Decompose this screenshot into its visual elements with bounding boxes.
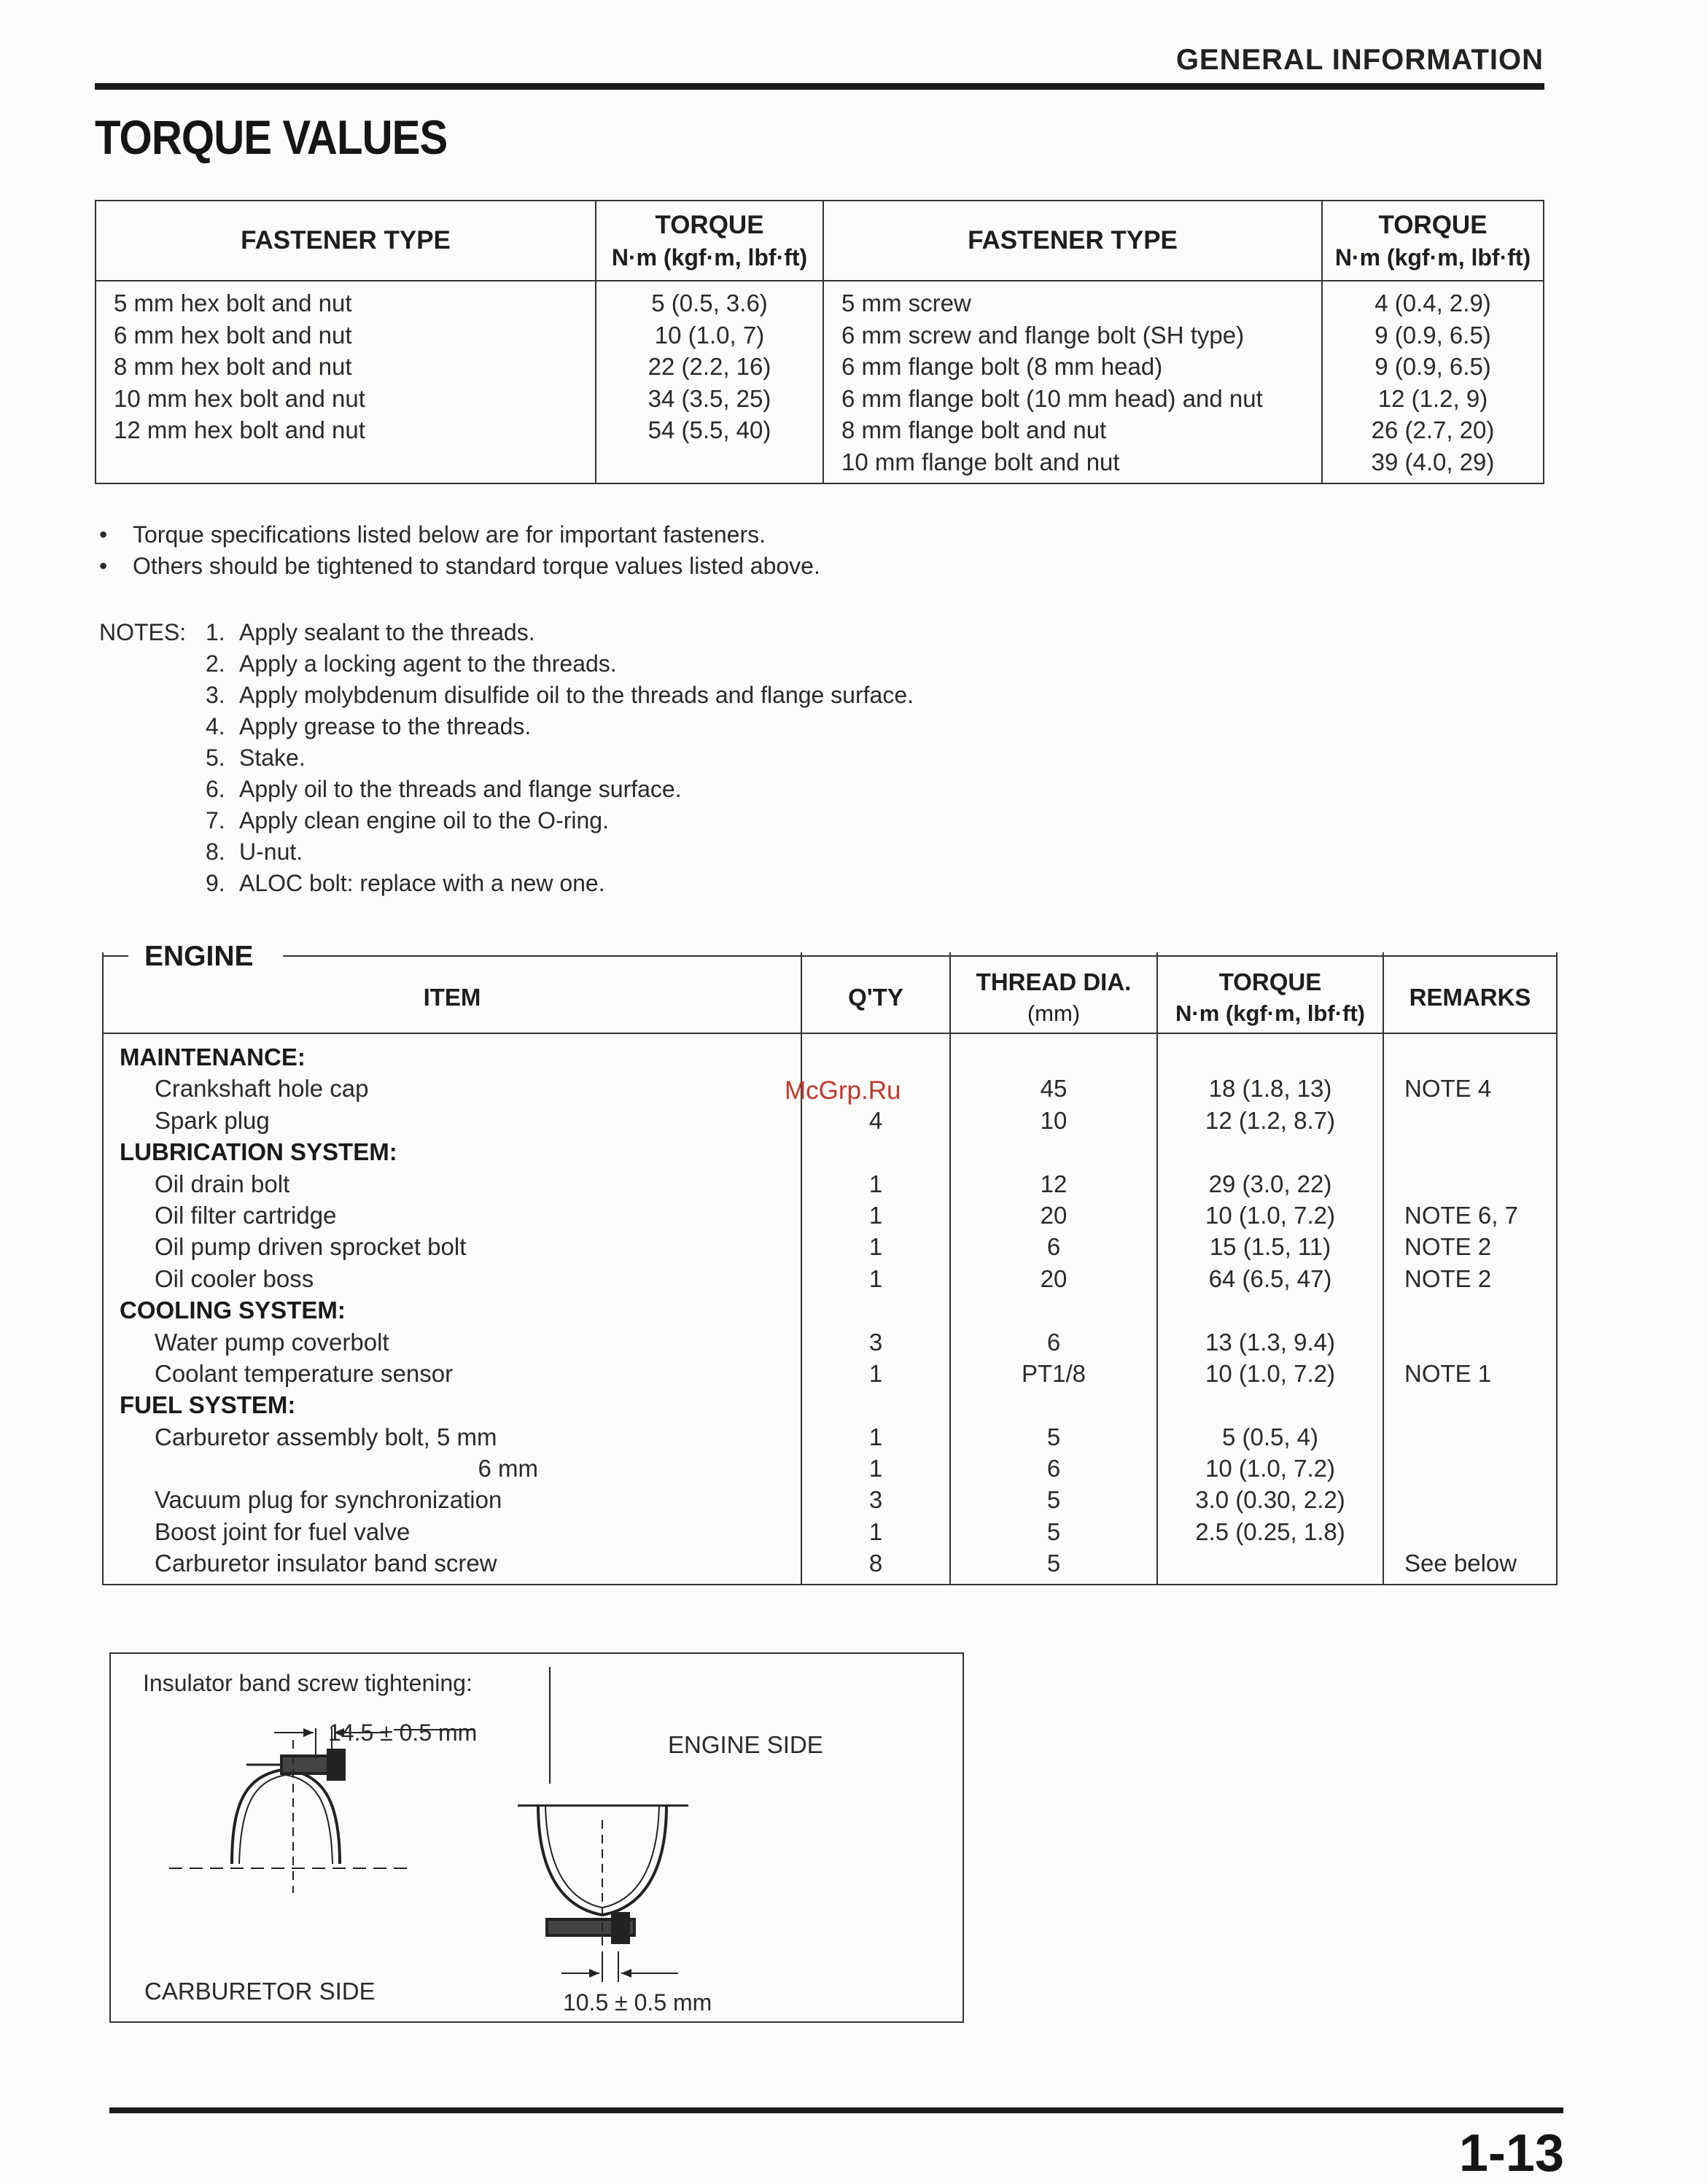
qty-cell: 3 bbox=[868, 1486, 883, 1514]
qty-cell bbox=[802, 1294, 949, 1326]
thread-cell: 6 bbox=[1046, 1233, 1061, 1261]
item-cell: Oil cooler boss bbox=[155, 1264, 314, 1292]
torque-cell bbox=[1158, 1547, 1383, 1579]
torque-list bbox=[1323, 281, 1543, 478]
torque-cell: 3.0 (0.30, 2.2) bbox=[1195, 1486, 1345, 1514]
header-qty: Q'TY bbox=[848, 984, 903, 1011]
category-heading: COOLING SYSTEM: bbox=[120, 1297, 346, 1324]
item-cell: Boost joint for fuel valve bbox=[155, 1517, 411, 1545]
qty-cell: 1 bbox=[868, 1201, 883, 1229]
note-text: Apply grease to the threads. bbox=[239, 713, 532, 739]
torque-cell bbox=[1158, 1041, 1383, 1073]
band-screw-head-right bbox=[613, 1913, 629, 1943]
item-cell: Oil pump driven sprocket bolt bbox=[155, 1233, 467, 1261]
item-cell: Oil drain bolt bbox=[155, 1170, 290, 1197]
thread-cell: 5 bbox=[1046, 1486, 1061, 1514]
carburetor-side-label: CARBURETOR SIDE bbox=[144, 1978, 376, 2005]
note-number: 8. bbox=[206, 839, 225, 865]
list-item: 5 mm hex bolt and nut bbox=[114, 289, 352, 316]
thread-cell: 12 bbox=[1040, 1170, 1068, 1197]
torque-cell: 2.5 (0.25, 1.8) bbox=[1195, 1517, 1345, 1545]
thread-cell bbox=[951, 1389, 1156, 1421]
page-number: 1-13 bbox=[1458, 2124, 1564, 2183]
section-header: GENERAL INFORMATION bbox=[1175, 44, 1544, 76]
list-item: 10 mm flange bolt and nut bbox=[841, 448, 1120, 475]
list-item: 8 mm hex bolt and nut bbox=[114, 353, 352, 380]
note-text: Apply molybdenum disulfide oil to the threads and flange surface. bbox=[239, 682, 914, 708]
list-item: 9 (0.9, 6.5) bbox=[1374, 321, 1491, 349]
qty-cell: 1 bbox=[868, 1233, 883, 1261]
remarks-cell bbox=[1384, 1168, 1556, 1200]
bullet-symbol: • bbox=[99, 521, 108, 548]
torque-cell: 13 (1.3, 9.4) bbox=[1205, 1328, 1335, 1356]
torque-cell: 64 (6.5, 47) bbox=[1208, 1264, 1332, 1292]
note-number: 2. bbox=[206, 650, 225, 677]
qty-cell: 1 bbox=[868, 1517, 883, 1545]
list-item: 6 mm flange bolt (10 mm head) and nut bbox=[841, 384, 1263, 412]
item-cell: Vacuum plug for synchronization bbox=[155, 1486, 502, 1514]
bullet-text: Others should be tightened to standard torque values listed above. bbox=[133, 553, 820, 579]
bullet-item bbox=[99, 519, 820, 551]
note-item bbox=[206, 617, 1154, 648]
torque-cell: 15 (1.5, 11) bbox=[1209, 1233, 1331, 1261]
remarks-cell bbox=[1384, 1453, 1556, 1484]
clamp-band-left-inner bbox=[239, 1775, 333, 1864]
qty-cell bbox=[802, 1136, 949, 1167]
category-heading: MAINTENANCE: bbox=[120, 1044, 306, 1070]
list-item: 39 (4.0, 29) bbox=[1371, 448, 1495, 475]
note-text: Apply clean engine oil to the O-ring. bbox=[239, 807, 609, 833]
remarks-cell bbox=[1384, 1136, 1556, 1167]
qty-cells bbox=[802, 1034, 949, 1579]
item-cell: Carburetor assembly bolt, 5 mm bbox=[155, 1423, 497, 1450]
engine-item-column bbox=[104, 952, 801, 1584]
header-item: ITEM bbox=[423, 984, 481, 1011]
category-heading: LUBRICATION SYSTEM: bbox=[120, 1138, 397, 1166]
torque-column-right bbox=[1321, 201, 1543, 483]
header-torque: TORQUE bbox=[1218, 968, 1322, 995]
remarks-cell bbox=[1384, 1326, 1556, 1358]
torque-cell: 12 (1.2, 8.7) bbox=[1205, 1106, 1335, 1134]
fastener-list bbox=[824, 281, 1321, 478]
column-header bbox=[96, 201, 595, 281]
header-remarks: REMARKS bbox=[1409, 984, 1531, 1011]
remarks-cell bbox=[1384, 1484, 1556, 1515]
torque-list bbox=[596, 281, 823, 446]
thread-cell bbox=[951, 1294, 1156, 1326]
dimension-label-top: 14.5 ± 0.5 mm bbox=[328, 1719, 478, 1746]
torque-cell: 10 (1.0, 7.2) bbox=[1205, 1359, 1335, 1387]
note-text: Stake. bbox=[239, 745, 306, 771]
torque-cells bbox=[1158, 1034, 1383, 1579]
remarks-cell: NOTE 1 bbox=[1404, 1359, 1492, 1387]
engine-remarks-column bbox=[1383, 952, 1556, 1584]
thread-cell: 20 bbox=[1040, 1264, 1068, 1292]
torque-cell bbox=[1158, 1389, 1383, 1421]
torque-cell: 10 (1.0, 7.2) bbox=[1205, 1455, 1335, 1482]
thread-cell: 6 bbox=[1046, 1455, 1061, 1482]
remarks-cell bbox=[1384, 1389, 1556, 1421]
header-fastener-type: FASTENER TYPE bbox=[241, 226, 451, 254]
header-thread-units: (mm) bbox=[1027, 1000, 1081, 1026]
thread-cell: 5 bbox=[1046, 1517, 1061, 1545]
list-item: 10 (1.0, 7) bbox=[654, 321, 765, 349]
category-heading: FUEL SYSTEM: bbox=[120, 1391, 296, 1419]
list-item: 12 (1.2, 9) bbox=[1377, 384, 1488, 412]
thread-cell: 5 bbox=[1046, 1423, 1061, 1450]
remarks-cell: See below bbox=[1404, 1550, 1517, 1577]
header-rule bbox=[95, 83, 1544, 90]
thread-cell bbox=[951, 1136, 1156, 1167]
column-header bbox=[1323, 201, 1543, 281]
qty-cell: 1 bbox=[868, 1359, 883, 1387]
list-item: 6 mm screw and flange bolt (SH type) bbox=[841, 321, 1245, 349]
list-item: 34 (3.5, 25) bbox=[648, 384, 771, 412]
remarks-cell bbox=[1384, 1516, 1556, 1547]
list-item: 12 mm hex bolt and nut bbox=[114, 416, 365, 443]
column-header bbox=[824, 201, 1321, 281]
header-torque-units: N·m (kgf·m, lbf·ft) bbox=[1175, 1000, 1365, 1026]
bullet-text: Torque specifications listed below are for important fasteners. bbox=[133, 521, 766, 548]
item-cell: Carburetor insulator band screw bbox=[155, 1550, 497, 1577]
qty-cell: 8 bbox=[868, 1550, 883, 1577]
remarks-cell: NOTE 6, 7 bbox=[1404, 1201, 1518, 1229]
list-item: 26 (2.7, 20) bbox=[1371, 416, 1495, 443]
note-number: 1. bbox=[206, 619, 225, 645]
thread-cell: 10 bbox=[1040, 1106, 1068, 1134]
note-text: Apply a locking agent to the threads. bbox=[239, 650, 617, 677]
fastener-type-column-left bbox=[96, 201, 595, 483]
column-header bbox=[596, 201, 823, 281]
torque-cell: 10 (1.0, 7.2) bbox=[1205, 1201, 1335, 1229]
note-number: 3. bbox=[206, 682, 225, 708]
header-thread: THREAD DIA. bbox=[976, 968, 1132, 995]
item-cell: Coolant temperature sensor bbox=[155, 1359, 454, 1387]
thread-cell: 20 bbox=[1040, 1201, 1068, 1229]
remarks-cell: NOTE 2 bbox=[1404, 1233, 1492, 1261]
page-title: TORQUE VALUES bbox=[95, 110, 448, 164]
bullet-notes bbox=[99, 519, 820, 582]
header-fastener-type: FASTENER TYPE bbox=[968, 226, 1178, 254]
torque-cell: 18 (1.8, 13) bbox=[1208, 1075, 1332, 1103]
remarks-cell bbox=[1384, 1041, 1556, 1073]
remarks-cells bbox=[1384, 1034, 1556, 1579]
notes-list bbox=[206, 617, 1154, 899]
header-torque: TORQUE bbox=[1378, 210, 1488, 239]
engine-torque-column bbox=[1156, 952, 1383, 1584]
notes-label: NOTES: bbox=[99, 619, 187, 645]
remarks-cell bbox=[1384, 1294, 1556, 1326]
qty-cell: 1 bbox=[868, 1423, 883, 1450]
note-item bbox=[206, 648, 1154, 680]
header-torque-units: N·m (kgf·m, lbf·ft) bbox=[1334, 244, 1531, 271]
insulator-band-diagram bbox=[109, 1652, 964, 2023]
column-header bbox=[1384, 952, 1556, 1034]
list-item: 6 mm flange bolt (8 mm head) bbox=[841, 353, 1163, 380]
torque-cell bbox=[1158, 1136, 1383, 1167]
torque-cell: 29 (3.0, 22) bbox=[1208, 1170, 1332, 1197]
item-cell: Oil filter cartridge bbox=[155, 1201, 337, 1229]
item-cell: 6 mm bbox=[478, 1455, 538, 1482]
thread-cell bbox=[951, 1041, 1156, 1073]
list-item: 10 mm hex bolt and nut bbox=[114, 384, 365, 412]
header-torque-units: N·m (kgf·m, lbf·ft) bbox=[611, 244, 808, 271]
header-torque: TORQUE bbox=[655, 210, 764, 239]
thread-cells bbox=[951, 1034, 1156, 1579]
note-item bbox=[206, 774, 1154, 805]
note-number: 7. bbox=[206, 807, 225, 833]
general-torque-table bbox=[95, 200, 1544, 484]
note-text: U-nut. bbox=[239, 839, 303, 865]
footer-rule bbox=[109, 2107, 1563, 2113]
list-item: 22 (2.2, 16) bbox=[648, 353, 771, 380]
remarks-cell: NOTE 2 bbox=[1404, 1264, 1492, 1292]
note-item bbox=[206, 742, 1154, 774]
note-item bbox=[206, 805, 1154, 836]
list-item: 4 (0.4, 2.9) bbox=[1374, 289, 1491, 316]
column-header bbox=[104, 952, 801, 1034]
item-cells bbox=[104, 1034, 801, 1579]
note-number: 6. bbox=[206, 776, 225, 802]
bullet-symbol: • bbox=[99, 553, 108, 579]
engine-table-title: ENGINE bbox=[144, 941, 254, 972]
remarks-cell: NOTE 4 bbox=[1404, 1075, 1492, 1103]
note-text: Apply sealant to the threads. bbox=[239, 619, 535, 645]
thread-cell: 5 bbox=[1046, 1550, 1061, 1577]
watermark-text: McGrp.Ru bbox=[785, 1076, 901, 1105]
thread-cell: 45 bbox=[1040, 1075, 1068, 1103]
item-cell: Crankshaft hole cap bbox=[155, 1075, 369, 1103]
qty-cell: 1 bbox=[868, 1170, 883, 1197]
thread-cell: PT1/8 bbox=[1021, 1359, 1086, 1387]
note-number: 9. bbox=[206, 870, 225, 896]
fastener-type-column-right bbox=[823, 201, 1321, 483]
remarks-cell bbox=[1384, 1105, 1556, 1136]
torque-cell bbox=[1158, 1294, 1383, 1326]
note-item bbox=[206, 868, 1154, 899]
note-item bbox=[206, 711, 1154, 742]
qty-cell bbox=[802, 1041, 949, 1073]
fastener-list bbox=[96, 281, 595, 446]
list-item: 8 mm flange bolt and nut bbox=[841, 416, 1107, 443]
engine-torque-table bbox=[102, 952, 1558, 1585]
dimension-label-bottom: 10.5 ± 0.5 mm bbox=[563, 1989, 712, 2016]
note-number: 5. bbox=[206, 745, 225, 771]
qty-cell bbox=[802, 1389, 949, 1421]
list-item: 54 (5.5, 40) bbox=[648, 416, 771, 443]
torque-column-left bbox=[595, 201, 823, 483]
note-text: Apply oil to the threads and flange surface. bbox=[239, 776, 682, 802]
engine-qty-column bbox=[801, 952, 949, 1584]
engine-side-label: ENGINE SIDE bbox=[668, 1731, 823, 1758]
list-item: 5 mm screw bbox=[841, 289, 971, 316]
band-screw-head-left bbox=[328, 1750, 344, 1779]
torque-cell: 5 (0.5, 4) bbox=[1221, 1423, 1319, 1450]
qty-cell: 1 bbox=[868, 1264, 883, 1292]
thread-cell: 6 bbox=[1046, 1328, 1061, 1356]
bullet-item bbox=[99, 551, 820, 582]
column-header bbox=[1158, 952, 1383, 1034]
clamp-band-left bbox=[232, 1769, 340, 1864]
list-item: 9 (0.9, 6.5) bbox=[1374, 353, 1491, 380]
note-item bbox=[206, 680, 1154, 711]
remarks-cell bbox=[1384, 1421, 1556, 1453]
item-cell: Water pump coverbolt bbox=[155, 1328, 389, 1356]
column-header bbox=[951, 952, 1156, 1034]
qty-cell: 3 bbox=[868, 1328, 883, 1356]
insulator-title: Insulator band screw tightening: bbox=[143, 1670, 473, 1696]
list-item: 6 mm hex bolt and nut bbox=[114, 321, 352, 349]
note-number: 4. bbox=[206, 713, 225, 739]
note-text: ALOC bolt: replace with a new one. bbox=[239, 870, 605, 896]
item-cell: Spark plug bbox=[155, 1106, 270, 1134]
engine-thread-column bbox=[949, 952, 1156, 1584]
qty-cell: 1 bbox=[868, 1455, 883, 1482]
column-header bbox=[802, 952, 949, 1034]
note-item bbox=[206, 836, 1154, 868]
qty-cell: 4 bbox=[868, 1106, 883, 1134]
list-item: 5 (0.5, 3.6) bbox=[651, 289, 768, 316]
